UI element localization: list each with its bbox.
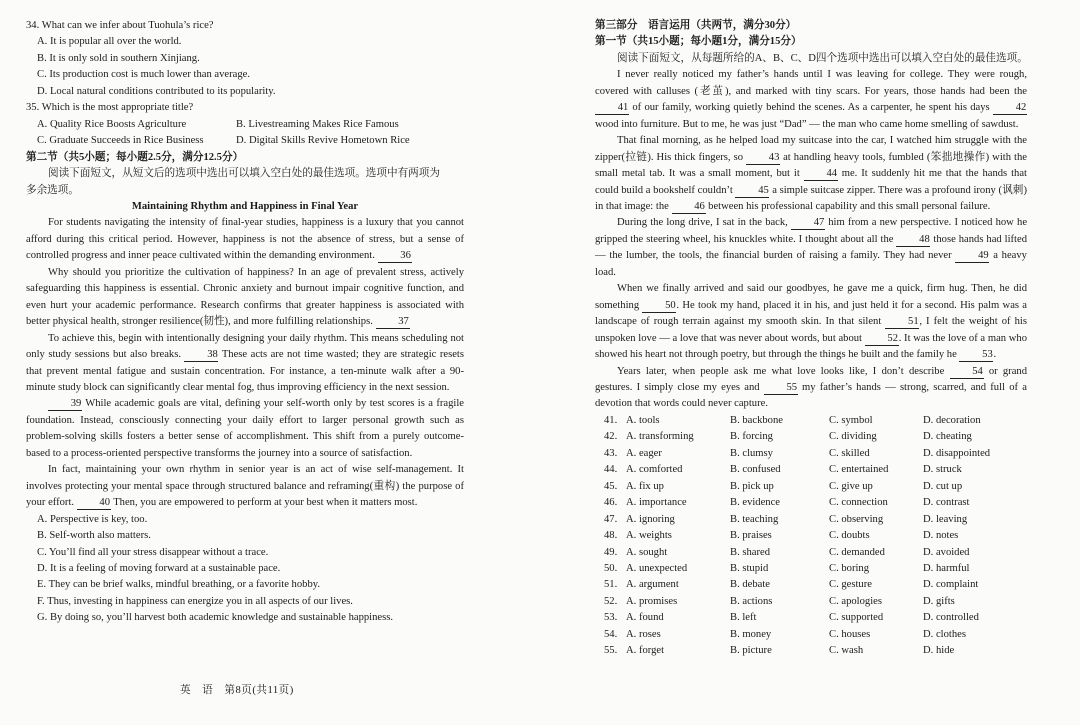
choice-f: F. Thus, investing in happiness can energize you in all aspects of our lives.	[37, 595, 353, 607]
part3-heading: 第三部分 语言运用（共两节，满分30分）	[595, 20, 797, 31]
cloze-option-row	[604, 512, 990, 528]
choice-a: A. Perspective is key, too.	[37, 513, 148, 525]
cloze-option-b[interactable]: B. left	[730, 612, 757, 624]
passage-title: Maintaining Rhythm and Happiness in Final Year	[131, 200, 359, 212]
cloze-paragraph-4: When we finally arrived and said our goodbyes, he gave me a quick, firm hug. Then, he did something 50. He took my hand, placed it in his, and just held it for a second. His palm was a landscape of rough terrain against my smooth skin. In that silent 51, I felt the weight of his unspoken love — a love that was never about words, but about 52. It was the love of a man who showed his heart not through poetry, but through the things he built and the family he 53.	[595, 283, 1027, 361]
cloze-number: 41.	[604, 414, 618, 426]
cloze-option-row	[604, 528, 990, 544]
cloze-number: 51.	[604, 579, 618, 591]
q35-option-c: C. Graduate Succeeds in Rice Business	[37, 135, 204, 147]
cloze-option-a[interactable]: A. found	[626, 612, 664, 624]
section2-instruction-cont: 多余选项。	[26, 184, 79, 196]
cloze-option-row	[604, 577, 990, 593]
cloze-option-b[interactable]: B. picture	[730, 645, 772, 657]
cloze-option-c[interactable]: C. boring	[829, 562, 870, 574]
q35-option-d: D. Digital Skills Revive Hometown Rice	[236, 135, 410, 147]
cloze-option-d[interactable]: D. harmful	[923, 562, 970, 574]
cloze-option-a[interactable]: A. importance	[626, 497, 687, 509]
blank-48[interactable]: 48	[896, 234, 930, 247]
cloze-option-b[interactable]: B. debate	[730, 579, 771, 591]
q35-option-a: A. Quality Rice Boosts Agriculture	[37, 118, 187, 130]
q35-option-b: B. Livestreaming Makes Rice Famous	[236, 118, 399, 130]
blank-43[interactable]: 43	[746, 152, 780, 165]
q34-option-b: B. It is only sold in southern Xinjiang.	[37, 52, 200, 64]
q34-option-c: C. Its production cost is much lower than average.	[37, 69, 250, 81]
section2-instruction: 阅读下面短文，从短文后的选项中选出可以填入空白处的最佳选项。选项中有两项为	[48, 168, 440, 180]
cloze-option-c[interactable]: C. houses	[829, 628, 871, 640]
cloze-option-d[interactable]: D. avoided	[923, 546, 970, 558]
cloze-option-row	[604, 479, 990, 495]
passage-paragraph-4: 39 While academic goals are vital, defining your self-worth only by test scores is a fragile foundation. Instead, consciously connecting your daily effort to larger personal growth such as problem-solving skills fosters a better sense of accomplishment. This shift from a purely outcome-based to a process-oriented perspective transforms the journey into a source of satisfaction.	[26, 398, 464, 459]
blank-42[interactable]: 42	[993, 102, 1027, 115]
cloze-option-c[interactable]: C. apologies	[829, 595, 882, 607]
cloze-option-c[interactable]: C. gesture	[829, 579, 872, 591]
blank-40[interactable]: 40	[77, 497, 111, 510]
cloze-option-a[interactable]: A. comforted	[626, 464, 683, 476]
cloze-number: 53.	[604, 612, 618, 624]
blank-51[interactable]: 51	[885, 316, 919, 329]
cloze-option-row	[604, 413, 990, 429]
cloze-option-d[interactable]: D. controlled	[923, 612, 979, 624]
choice-d: D. It is a feeling of moving forward at a sustainable pace.	[37, 562, 281, 574]
cloze-option-d[interactable]: D. gifts	[923, 595, 955, 607]
cloze-option-b[interactable]: B. money	[730, 628, 772, 640]
section1-instruction: 阅读下面短文，从每题所给的A、B、C、D四个选项中选出可以填入空白处的最佳选项。	[617, 52, 1028, 64]
passage-body	[26, 215, 464, 511]
cloze-paragraph-5: Years later, when people ask me what love looks like, I don’t describe 54 or grand gestures. I simply close my eyes and 55 my father’s hands — strong, scarred, and full of a devotion that words could never capture.	[595, 365, 1028, 410]
passage-paragraph-1: For students navigating the intensity of final-year studies, happiness is a luxury that you cannot afford during this critical period. However, happiness is not the absence of stress, but a sense of controlled progress and inner peace cultivated within the demanding environment. 36	[26, 217, 464, 262]
cloze-option-c[interactable]: C. wash	[829, 645, 864, 657]
right-column	[595, 18, 1027, 660]
blank-44[interactable]: 44	[804, 168, 838, 181]
cloze-option-a[interactable]: A. roses	[626, 628, 661, 640]
cloze-option-c[interactable]: C. dividing	[829, 431, 877, 443]
passage-paragraph-3: To achieve this, begin with intentionally designing your daily rhythm. This means scheduling not only study sessions but also breaks. 38 These acts are not time wasted; they are strategic resets that prevent mental fatigue and sustain concentration. For instance, a ten-minute walk after a 90-minute study block can significantly clear mental fog, thus improving efficiency in the next session.	[26, 332, 464, 393]
cloze-option-d[interactable]: D. hide	[923, 645, 955, 657]
cloze-option-a[interactable]: A. transforming	[626, 431, 694, 443]
cloze-number: 43.	[604, 447, 618, 459]
cloze-number: 47.	[604, 513, 618, 525]
blank-53[interactable]: 53	[959, 349, 993, 362]
cloze-option-b[interactable]: B. shared	[730, 546, 771, 558]
q34-stem: 34. What can we infer about Tuohula’s rice?	[26, 20, 214, 31]
cloze-option-b[interactable]: B. backbone	[730, 414, 783, 426]
choice-e: E. They can be brief walks, mindful breathing, or a favorite hobby.	[37, 579, 320, 591]
cloze-option-row	[604, 627, 990, 643]
cloze-number: 52.	[604, 595, 618, 607]
cloze-number: 50.	[604, 562, 618, 574]
cloze-option-row	[604, 643, 990, 659]
cloze-option-c[interactable]: C. give up	[829, 480, 873, 492]
blank-37[interactable]: 37	[376, 316, 410, 329]
blank-45[interactable]: 45	[735, 185, 769, 198]
cloze-option-c[interactable]: C. entertained	[829, 464, 889, 476]
cloze-option-b[interactable]: B. actions	[730, 595, 773, 607]
cloze-option-c[interactable]: C. supported	[829, 612, 884, 624]
cloze-option-c[interactable]: C. observing	[829, 513, 884, 525]
choice-g: G. By doing so, you’ll harvest both academic knowledge and sustainable happiness.	[37, 612, 393, 624]
cloze-option-a[interactable]: A. fix up	[626, 480, 664, 492]
cloze-option-b[interactable]: B. evidence	[730, 497, 781, 509]
cloze-option-d[interactable]: D. struck	[923, 464, 962, 476]
q35-options-row-2	[26, 133, 464, 149]
cloze-passage	[595, 67, 1027, 413]
cloze-option-row	[604, 545, 990, 561]
cloze-number: 49.	[604, 546, 618, 558]
blank-54[interactable]: 54	[950, 366, 984, 379]
blank-52[interactable]: 52	[865, 333, 899, 346]
blank-41[interactable]: 41	[595, 102, 629, 115]
cloze-paragraph-2: That final morning, as he helped load my suitcase into the car, I watched him struggle with the zipper(拉链). His thick fingers, so 43 at handling heavy tools, fumbled (笨拙地操作) with the small metal tab. It was a small moment, but it 44 me. It suddenly hit me that the hands that could build a bookshelf couldn’t 45 a simple suitcase zipper. There was a profound irony (讽刺) in that image: the 46 between his professional capability and this small personal failure.	[595, 135, 1027, 212]
choice-b: B. Self-worth also matters.	[37, 530, 151, 542]
cloze-option-d[interactable]: D. cheating	[923, 431, 972, 443]
cloze-number: 48.	[604, 530, 618, 542]
cloze-number: 45.	[604, 480, 618, 492]
blank-50[interactable]: 50	[642, 300, 676, 313]
cloze-option-b[interactable]: B. stupid	[730, 562, 769, 574]
cloze-paragraph-1: I never really noticed my father’s hands until I was leaving for college. They were rough, covered with calluses (老茧), and marked with tiny scars. For years, those hands had been the 41 of our family, working quietly behind the scenes. As a carpenter, he spent his days 42 wood into furniture. But to me, he was just “Dad” — the man who came home smelling of sawdust.	[595, 69, 1027, 130]
cloze-option-a[interactable]: A. sought	[626, 546, 668, 558]
page-footer: 英 语 第8页(共11页)	[180, 685, 294, 696]
cloze-option-d[interactable]: D. decoration	[923, 414, 981, 426]
passage-paragraph-5: In fact, maintaining your own rhythm in senior year is an act of wise self-management. It involves protecting your mental space through structured balance and reframing(重构) the purpose of your effort. 40 Then, you are empowered to perform at your best when it matters most.	[26, 464, 464, 509]
cloze-option-row	[604, 594, 990, 610]
blank-47[interactable]: 47	[791, 217, 825, 230]
cloze-option-d[interactable]: D. clothes	[923, 628, 966, 640]
cloze-number: 46.	[604, 497, 618, 509]
cloze-option-row	[604, 446, 990, 462]
cloze-option-c[interactable]: C. symbol	[829, 414, 873, 426]
cloze-option-c[interactable]: C. demanded	[829, 546, 885, 558]
blank-55[interactable]: 55	[764, 382, 798, 395]
choice-c: C. You’ll find all your stress disappear without a trace.	[37, 546, 269, 558]
q34-option-a: A. It is popular all over the world.	[37, 36, 182, 48]
blank-46[interactable]: 46	[672, 201, 706, 214]
blank-38[interactable]: 38	[184, 349, 218, 362]
left-column	[26, 18, 464, 627]
cloze-option-a[interactable]: A. argument	[626, 579, 679, 591]
blank-36[interactable]: 36	[378, 250, 412, 263]
passage-paragraph-2: Why should you prioritize the cultivation of happiness? In an age of prevalent stress, actively safeguarding this happiness is essential. Chronic anxiety and burnout impair cognitive function, and even hurt your academic performance. Research confirms that greater happiness is associated with better physical health, stronger resilience(韧性), and more fulfilling relationships. 37	[26, 266, 464, 328]
cloze-option-d[interactable]: D. disappointed	[923, 447, 991, 459]
cloze-option-b[interactable]: B. pick up	[730, 480, 774, 492]
section1-heading: 第一节（共15小题；每小题1分，满分15分）	[595, 36, 802, 48]
cloze-option-b[interactable]: B. teaching	[730, 513, 779, 525]
q35-options-row-1	[26, 117, 464, 133]
cloze-option-d[interactable]: D. contrast	[923, 497, 970, 509]
cloze-option-b[interactable]: B. confused	[730, 464, 781, 476]
cloze-option-a[interactable]: A. forget	[626, 645, 665, 657]
section2-heading: 第二节（共5小题；每小题2.5分，满分12.5分）	[26, 151, 244, 163]
cloze-option-c[interactable]: C. doubts	[829, 530, 870, 542]
cloze-option-b[interactable]: B. forcing	[730, 431, 773, 443]
cloze-option-row	[604, 561, 990, 577]
cloze-number: 55.	[604, 645, 618, 657]
cloze-number: 44.	[604, 464, 618, 476]
blank-49[interactable]: 49	[955, 250, 989, 263]
cloze-option-c[interactable]: C. connection	[829, 497, 888, 509]
blank-39[interactable]: 39	[48, 398, 82, 411]
cloze-option-a[interactable]: A. weights	[626, 530, 672, 542]
cloze-option-b[interactable]: B. praises	[730, 530, 772, 542]
cloze-option-a[interactable]: A. promises	[626, 595, 678, 607]
cloze-option-a[interactable]: A. ignoring	[626, 513, 675, 525]
cloze-option-d[interactable]: D. leaving	[923, 513, 968, 525]
cloze-option-d[interactable]: D. notes	[923, 530, 959, 542]
cloze-option-row	[604, 610, 990, 626]
cloze-number: 42.	[604, 431, 618, 443]
cloze-paragraph-3: During the long drive, I sat in the back, 47 him from a new perspective. I noticed how he gripped the steering wheel, his knuckles white. I thought about all the 48 those hands had lifted — the lumber, the tools, the financial burden of raising a family. They had never 49 a heavy load.	[595, 217, 1028, 278]
cloze-option-row	[604, 429, 990, 445]
cloze-option-c[interactable]: C. skilled	[829, 447, 870, 459]
cloze-option-row	[604, 462, 990, 478]
cloze-option-a[interactable]: A. eager	[626, 447, 662, 459]
cloze-option-d[interactable]: D. complaint	[923, 579, 979, 591]
q34-option-d: D. Local natural conditions contributed to its popularity.	[37, 85, 276, 97]
cloze-option-a[interactable]: A. unexpected	[626, 562, 688, 574]
cloze-option-row	[604, 495, 990, 511]
cloze-options-table	[604, 413, 990, 660]
cloze-option-d[interactable]: D. cut up	[923, 480, 963, 492]
cloze-option-b[interactable]: B. clumsy	[730, 447, 773, 459]
cloze-option-a[interactable]: A. tools	[626, 414, 660, 426]
cloze-number: 54.	[604, 628, 618, 640]
q35-stem: 35. Which is the most appropriate title?	[26, 102, 194, 114]
